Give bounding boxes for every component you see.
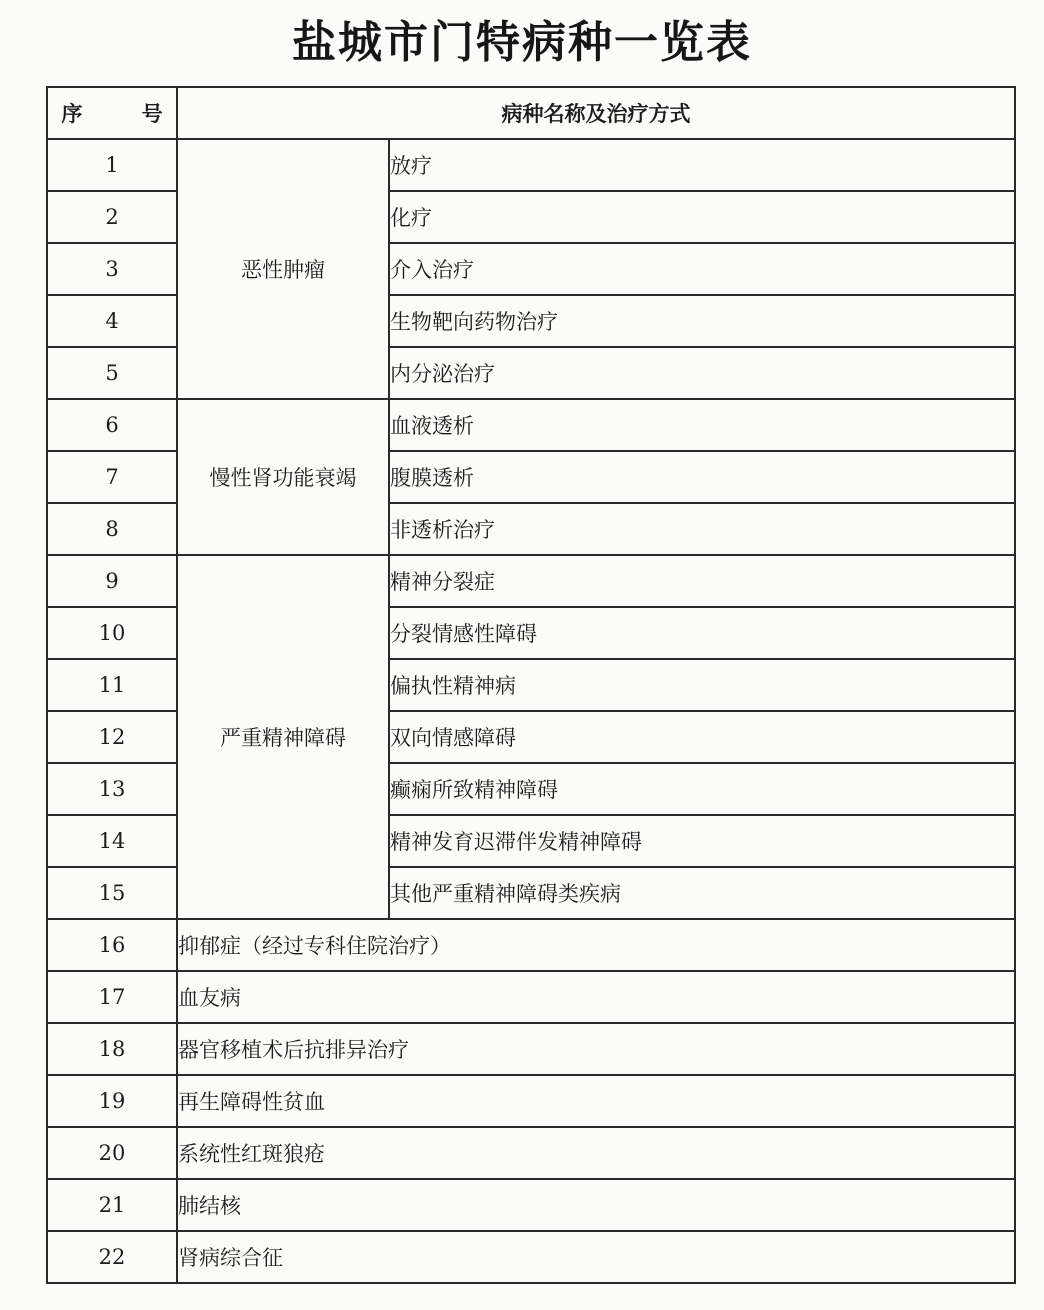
row-number: 7 [47,451,177,503]
row-number: 20 [47,1127,177,1179]
row-number: 21 [47,1179,177,1231]
treatment-method: 偏执性精神病 [389,659,1015,711]
treatment-method: 其他严重精神障碍类疾病 [389,867,1015,919]
disease-group: 严重精神障碍 [177,555,389,919]
row-number: 15 [47,867,177,919]
disease-table [46,86,1016,1284]
row-number: 11 [47,659,177,711]
treatment-method: 癫痫所致精神障碍 [389,763,1015,815]
row-number: 16 [47,919,177,971]
row-number: 22 [47,1231,177,1283]
row-number: 18 [47,1023,177,1075]
table-row [47,1023,1015,1075]
disease-group: 慢性肾功能衰竭 [177,399,389,555]
row-number: 17 [47,971,177,1023]
treatment-method: 腹膜透析 [389,451,1015,503]
table-header-row [47,87,1015,139]
row-number: 13 [47,763,177,815]
table-row [47,399,1015,451]
header-name: 病种名称及治疗方式 [177,87,1015,139]
table-row [47,1179,1015,1231]
treatment-method: 双向情感障碍 [389,711,1015,763]
treatment-method: 内分泌治疗 [389,347,1015,399]
row-number: 6 [47,399,177,451]
table-row [47,1075,1015,1127]
table-row [47,971,1015,1023]
row-number: 9 [47,555,177,607]
row-number: 19 [47,1075,177,1127]
header-no: 序 号 [47,87,177,139]
disease-name: 再生障碍性贫血 [177,1075,1015,1127]
row-number: 12 [47,711,177,763]
page-title: 盐城市门特病种一览表 [292,17,752,68]
treatment-method: 非透析治疗 [389,503,1015,555]
table-row [47,555,1015,607]
disease-name: 器官移植术后抗排异治疗 [177,1023,1015,1075]
treatment-method: 精神分裂症 [389,555,1015,607]
row-number: 3 [47,243,177,295]
treatment-method: 分裂情感性障碍 [389,607,1015,659]
row-number: 8 [47,503,177,555]
table-row [47,1231,1015,1283]
row-number: 14 [47,815,177,867]
row-number: 5 [47,347,177,399]
disease-name: 系统性红斑狼疮 [177,1127,1015,1179]
disease-name: 肺结核 [177,1179,1015,1231]
disease-name: 抑郁症（经过专科住院治疗） [177,919,1015,971]
row-number: 4 [47,295,177,347]
row-number: 10 [47,607,177,659]
row-number: 1 [47,139,177,191]
treatment-method: 化疗 [389,191,1015,243]
disease-group: 恶性肿瘤 [177,139,389,399]
disease-name: 血友病 [177,971,1015,1023]
treatment-method: 生物靶向药物治疗 [389,295,1015,347]
table-row [47,139,1015,191]
treatment-method: 血液透析 [389,399,1015,451]
table-row [47,919,1015,971]
treatment-method: 放疗 [389,139,1015,191]
table-row [47,1127,1015,1179]
disease-name: 肾病综合征 [177,1231,1015,1283]
treatment-method: 精神发育迟滞伴发精神障碍 [389,815,1015,867]
row-number: 2 [47,191,177,243]
treatment-method: 介入治疗 [389,243,1015,295]
